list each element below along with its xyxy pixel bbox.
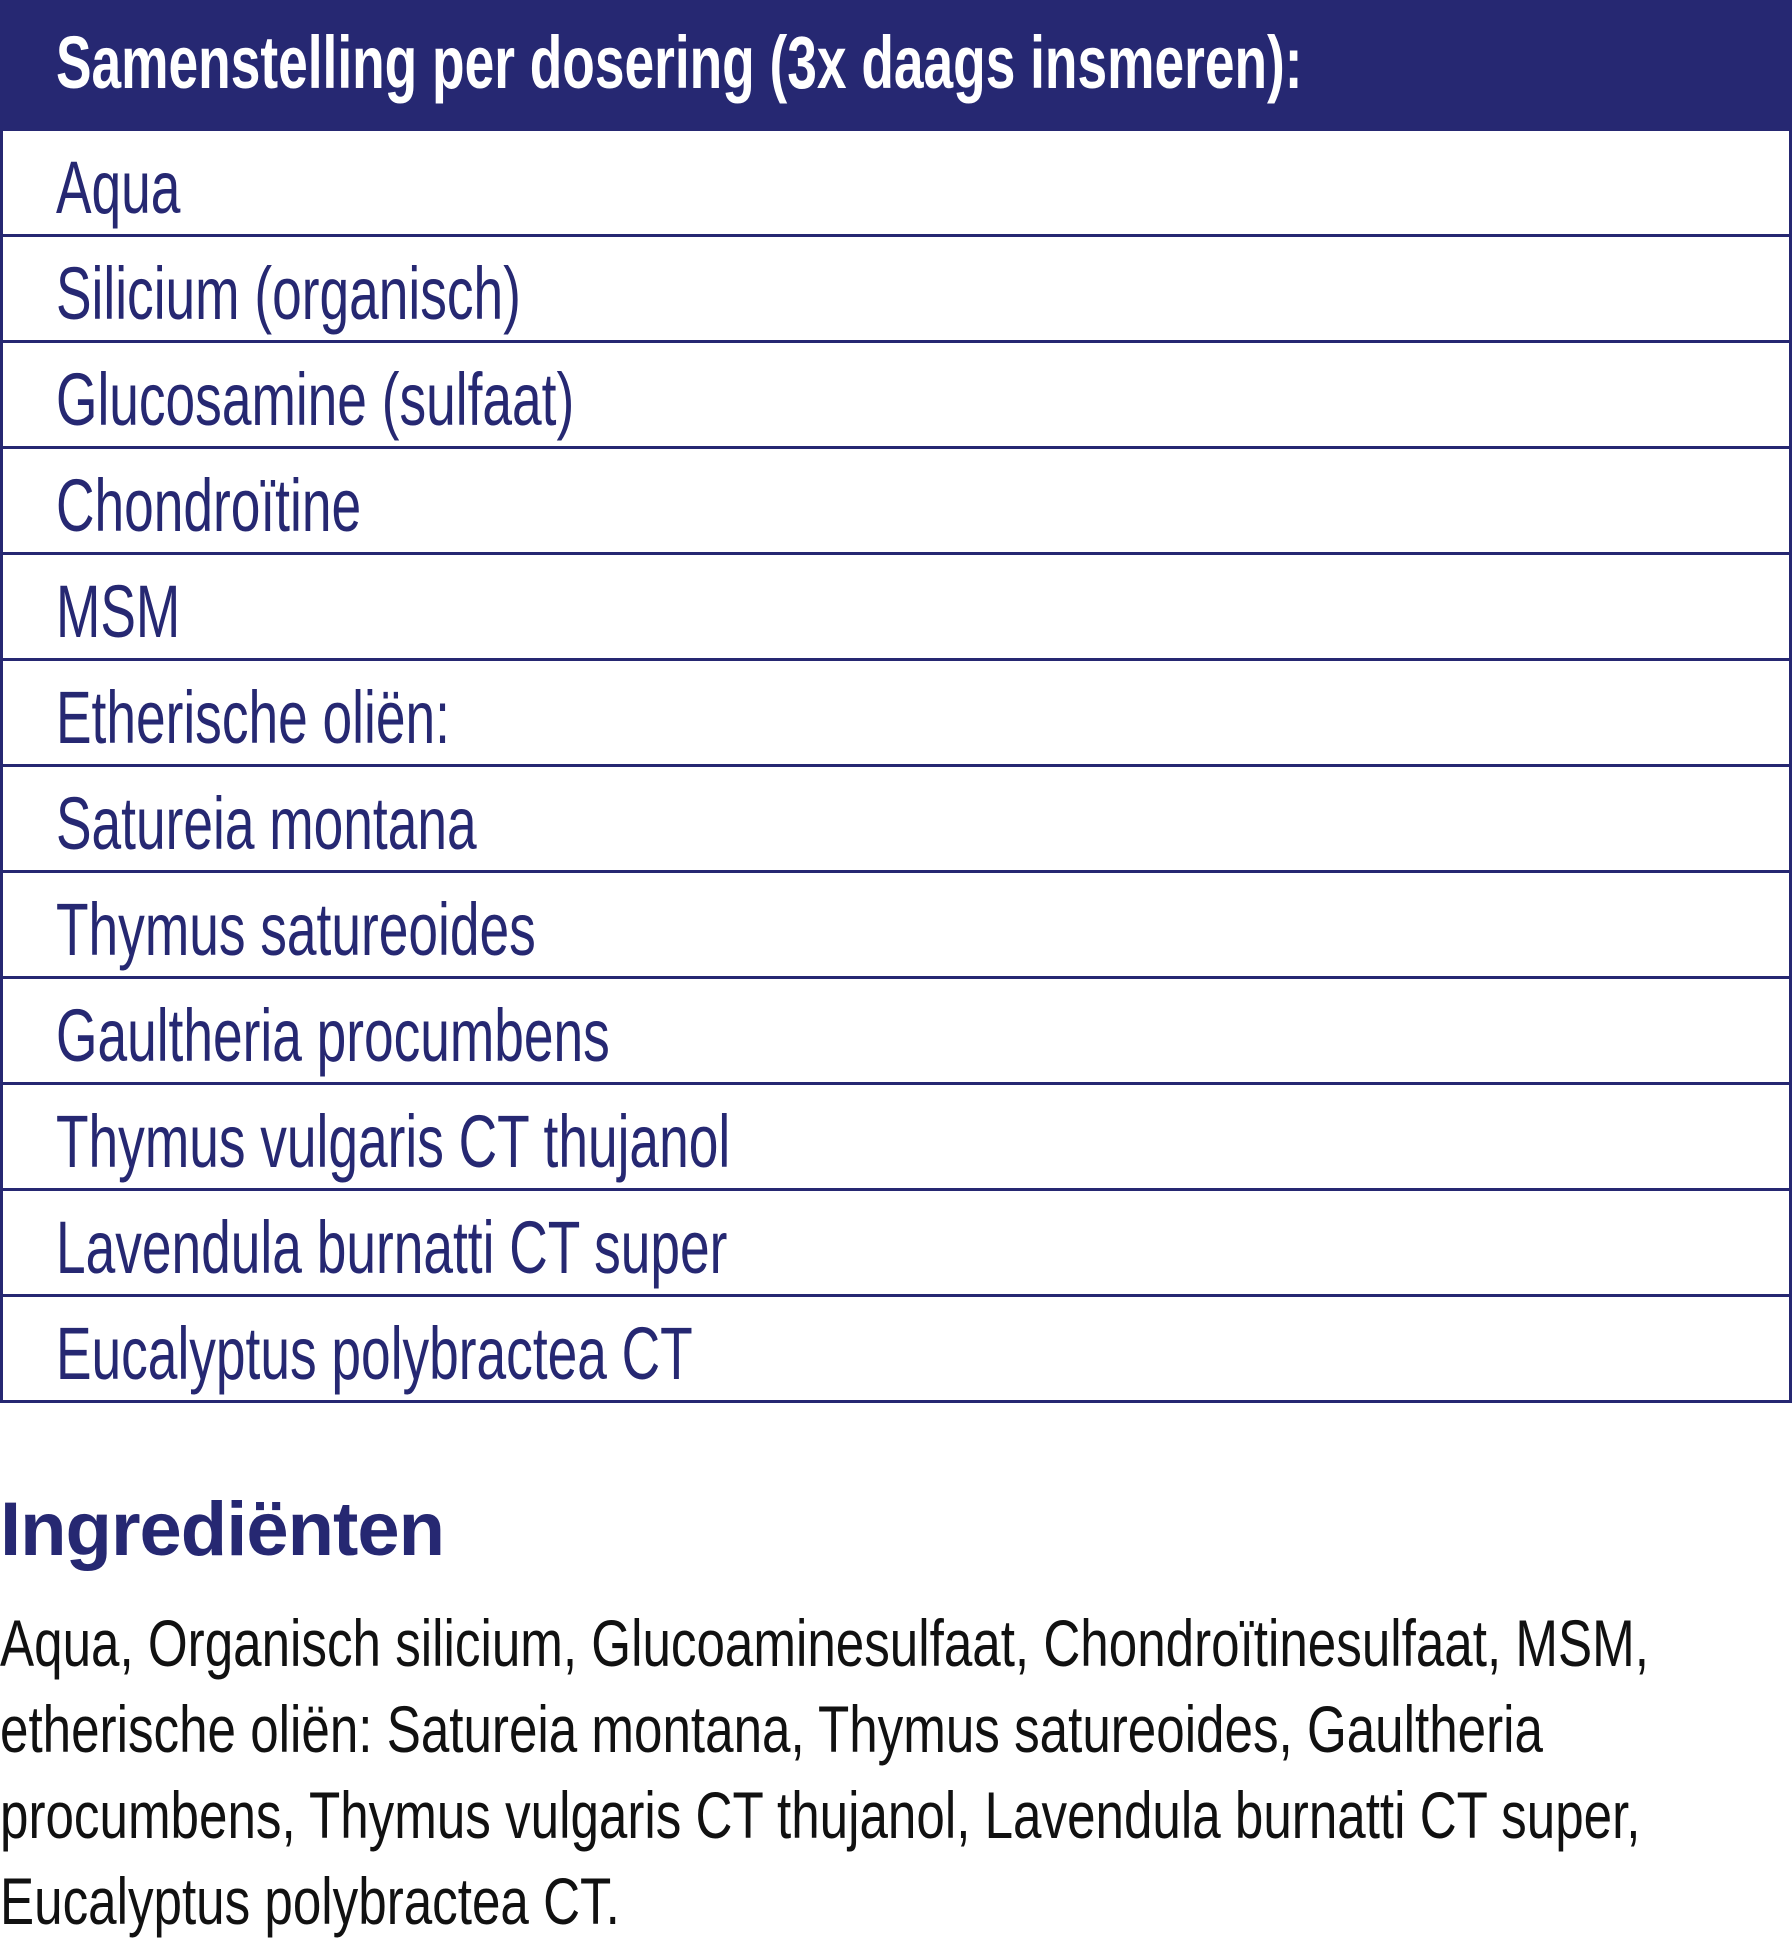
table-cell: Eucalyptus polybractea CT: [56, 1312, 693, 1395]
ingredients-line: Aqua, Organisch silicium, Glucoaminesulfaat, Chondroïtinesulfaat, MSM,: [0, 1606, 1649, 1680]
ingredients-heading: Ingrediënten: [0, 1487, 445, 1572]
table-row: [3, 658, 1789, 764]
table-cell: Satureia montana: [56, 782, 477, 865]
table-header: [3, 0, 1789, 128]
table-header-title: Samenstelling per dosering (3x daags insmeren):: [56, 21, 1303, 104]
ingredients-line: Eucalyptus polybractea CT.: [0, 1864, 620, 1938]
table-cell: Etherische oliën:: [56, 676, 450, 759]
table-cell: Gaultheria procumbens: [56, 994, 610, 1077]
ingredients-paragraph: [0, 1600, 1792, 1944]
table-cell: Thymus vulgaris CT thujanol: [56, 1100, 731, 1183]
table-cell: Lavendula burnatti CT super: [56, 1206, 728, 1289]
table-row: [3, 870, 1789, 976]
table-cell: Chondroïtine: [56, 464, 362, 547]
table-row: [3, 1188, 1789, 1294]
table-row: [3, 1294, 1789, 1400]
table-row: [3, 128, 1789, 234]
table-row: [3, 1082, 1789, 1188]
ingredients-line: etherische oliën: Satureia montana, Thymus satureoides, Gaultheria: [0, 1692, 1543, 1766]
table-row: [3, 234, 1789, 340]
table-cell: Silicium (organisch): [56, 252, 521, 335]
table-cell: Aqua: [56, 146, 181, 229]
table-cell: Thymus satureoides: [56, 888, 536, 971]
ingredients-line: procumbens, Thymus vulgaris CT thujanol, Lavendula burnatti CT super,: [0, 1778, 1641, 1852]
table-row: [3, 976, 1789, 1082]
table-cell: MSM: [56, 570, 181, 653]
table-row: [3, 552, 1789, 658]
table-row: [3, 340, 1789, 446]
table-row: [3, 764, 1789, 870]
table-cell: Glucosamine (sulfaat): [56, 358, 575, 441]
table-row: [3, 446, 1789, 552]
